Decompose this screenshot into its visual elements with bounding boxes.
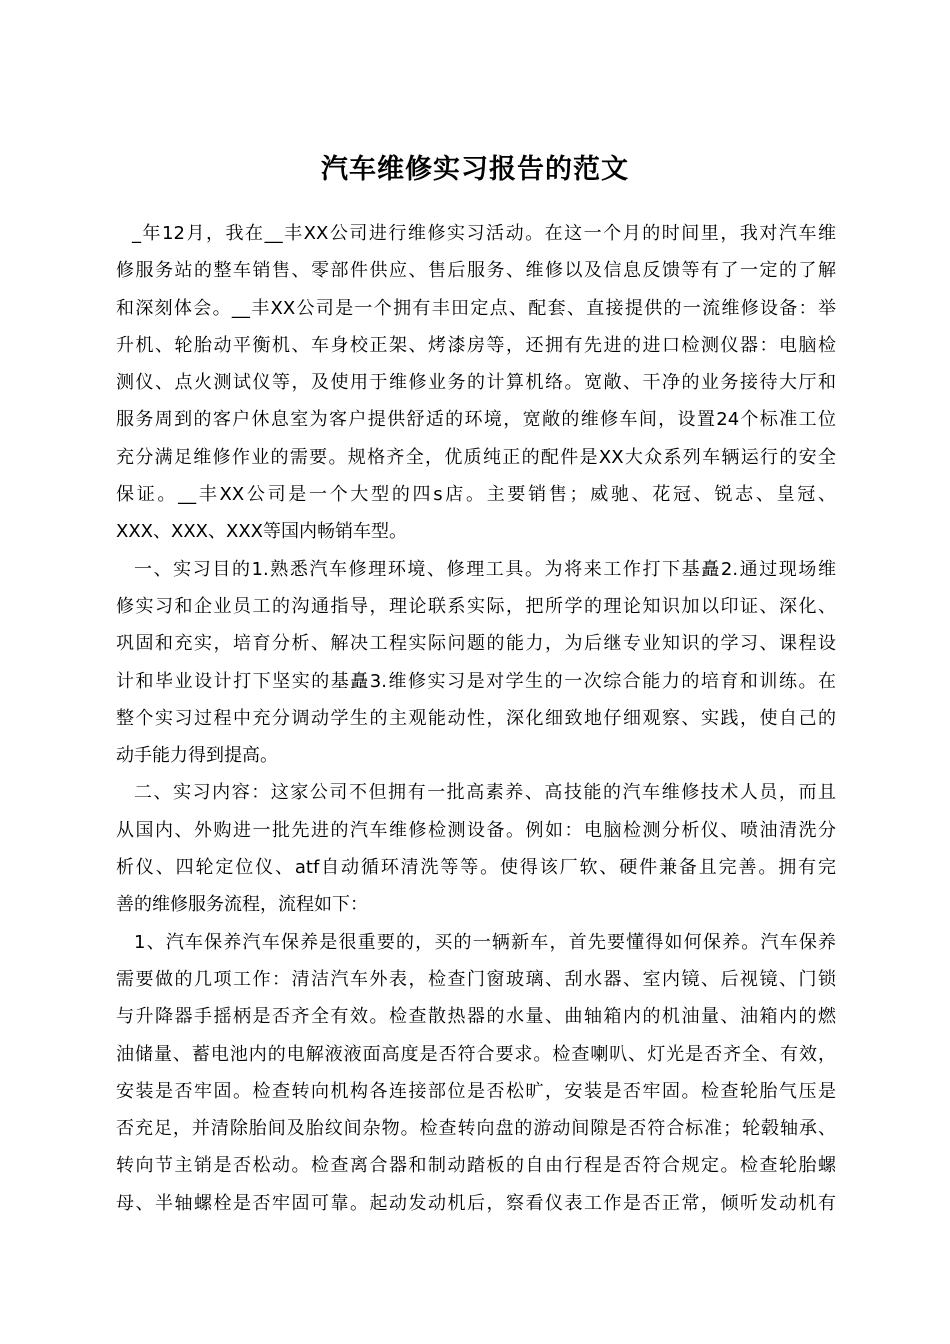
text-line: 从国内、外购进一批先进的汽车维修检测设备。例如：电脑检测分析仪、喷油清洗分 [116, 819, 836, 841]
text-line: 二、实习内容：这家公司不但拥有一批高素养、高技能的汽车维修技术人员，而且 [134, 782, 836, 804]
text-line: 整个实习过程中充分调动学生的主观能动性，深化细致地仔细观察、实践，使自己的 [116, 707, 836, 729]
text-line: 析仪、四轮定位仪、atf自动循环清洗等等。使得该厂软、硬件兼备且完善。拥有完 [116, 857, 836, 879]
paragraph-maintenance [116, 924, 836, 1222]
text-line: 安装是否牢固。检查转向机构各连接部位是否松旷，安装是否牢固。检查轮胎气压是 [116, 1080, 836, 1102]
text-line: 油储量、蓄电池内的电解液液面高度是否符合要求。检查喇叭、灯光是否齐全、有效， [116, 1043, 836, 1065]
text-line: 修实习和企业员工的沟通指导，理论联系实际，把所学的理论知识加以印证、深化、 [116, 595, 836, 617]
text-line: 修服务站的整车销售、零部件供应、售后服务、维修以及信息反馈等有了一定的了解 [116, 260, 836, 282]
text-line: 母、半轴螺栓是否牢固可靠。起动发动机后，察看仪表工作是否正常，倾听发动机有 [116, 1192, 836, 1214]
document-body [116, 215, 836, 1222]
paragraph-purpose [116, 551, 836, 775]
text-line: 充分满足维修作业的需要。规格齐全，优质纯正的配件是XX大众系列车辆运行的安全 [116, 446, 836, 468]
text-line: 计和毕业设计打下坚实的基矗3.维修实习是对学生的一次综合能力的培育和训练。在 [116, 670, 836, 692]
text-line: 善的维修服务流程，流程如下： [116, 894, 368, 916]
paragraph-content [116, 774, 836, 923]
text-line: 巩固和充实，培育分析、解决工程实际问题的能力，为后继专业知识的学习、课程设 [116, 633, 836, 655]
paragraph-intro [116, 215, 836, 551]
text-line: 服务周到的客户休息室为客户提供舒适的环境，宽敞的维修车间，设置24个标准工位 [116, 409, 836, 431]
text-line: 保证。__丰XX公司是一个大型的四s店。主要销售；威驰、花冠、锐志、皇冠、 [116, 484, 836, 506]
text-line: 测仪、点火测试仪等，及使用于维修业务的计算机络。宽敞、干净的业务接待大厅和 [116, 372, 836, 394]
text-line: 动手能力得到提高。 [116, 745, 278, 767]
text-line: 需要做的几项工作：清洁汽车外表，检查门窗玻璃、刮水器、室内镜、后视镜、门锁 [116, 968, 836, 990]
text-line: 升机、轮胎动平衡机、车身校正架、烤漆房等，还拥有先进的进口检测仪器：电脑检 [116, 334, 836, 356]
text-line: 1、汽车保养汽车保养是很重要的，买的一辆新车，首先要懂得如何保养。汽车保养 [134, 931, 836, 953]
text-line: _年12月，我在__丰XX公司进行维修实习活动。在这一个月的时间里，我对汽车维 [132, 223, 836, 244]
text-line: 与升降器手摇柄是否齐全有效。检查散热器的水量、曲轴箱内的机油量、油箱内的燃 [116, 1006, 836, 1028]
document-title: 汽车维修实习报告的范文 [321, 154, 629, 186]
text-line: 和深刻体会。__丰XX公司是一个拥有丰田定点、配套、直接提供的一流维修设备：举 [116, 297, 836, 319]
text-line: XXX、XXX、XXX等国内畅销车型。 [116, 521, 407, 543]
text-line: 否充足，并清除胎间及胎纹间杂物。检查转向盘的游动间隙是否符合标准；轮毂轴承、 [116, 1118, 836, 1140]
text-line: 一、实习目的1.熟悉汽车修理环境、修理工具。为将来工作打下基矗2.通过现场维 [134, 558, 836, 580]
text-line: 转向节主销是否松动。检查离合器和制动踏板的自由行程是否符合规定。检查轮胎螺 [116, 1155, 836, 1177]
